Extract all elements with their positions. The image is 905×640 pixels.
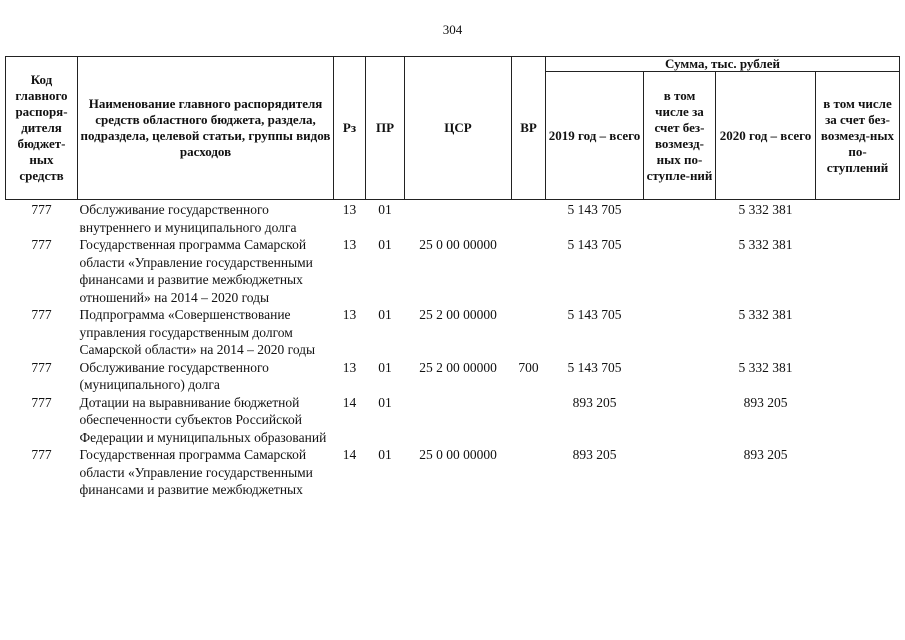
cell-2020-total: 5 332 381 — [738, 202, 793, 217]
cell-vr: 700 — [518, 359, 539, 375]
table-body — [6, 200, 900, 499]
cell-code: 777 — [31, 307, 52, 322]
header-vr: ВР — [512, 57, 546, 200]
header-2019-total: 2019 год – всего — [546, 72, 644, 200]
cell-code: 777 — [31, 447, 52, 462]
cell-pr: 01 — [378, 447, 392, 462]
table-row — [6, 306, 900, 359]
header-2020-gratuitous: в том числе за счет без-возмезд-ных по-ступлений — [816, 72, 900, 200]
cell-name: Обслуживание государственного (муниципального) долга — [79, 359, 269, 392]
cell-pr: 01 — [378, 394, 392, 410]
cell-vr — [512, 394, 546, 447]
cell-2020-gratuitous — [816, 446, 900, 499]
cell-csr: 25 2 00 00000 — [419, 307, 497, 322]
cell-name: Государственная программа Самарской области «Управление государственными финансами и развитие межбюджетных отношений» на 2014 – 2020 годы — [79, 237, 313, 305]
cell-2020-total: 893 205 — [743, 394, 788, 410]
budget-table — [5, 56, 900, 499]
cell-2020-gratuitous — [816, 394, 900, 447]
header-2020-total: 2020 год – всего — [716, 72, 816, 200]
cell-rz: 13 — [342, 359, 357, 375]
cell-csr: 25 0 00 00000 — [419, 447, 497, 462]
cell-name: Обслуживание государственного внутреннего и муниципального долга — [79, 202, 297, 235]
cell-rz: 13 — [342, 307, 357, 322]
cell-2020-gratuitous — [816, 306, 900, 359]
cell-name: Дотации на выравнивание бюджетной обеспеченности субъектов Российской Федерации и муниципальных образований — [79, 394, 327, 445]
cell-vr — [512, 446, 546, 499]
header-sum-title: Сумма, тыс. рублей — [546, 57, 900, 72]
table-row — [6, 394, 900, 447]
table-row — [6, 236, 900, 306]
header-code: Код главного распоря-дителя бюджет-ных средств — [6, 57, 78, 200]
cell-rz: 13 — [342, 237, 357, 252]
cell-2020-gratuitous — [816, 236, 900, 306]
cell-2019-total: 893 205 — [572, 394, 617, 410]
cell-2019-total: 5 143 705 — [567, 202, 622, 217]
header-pr: ПР — [366, 57, 405, 200]
cell-2019-total: 5 143 705 — [567, 237, 622, 252]
cell-name: Государственная программа Самарской области «Управление государственными финансами и развитие межбюджетных — [79, 447, 313, 497]
cell-name: Подпрограмма «Совершенствование управления государственным долгом Самарской области» на 2014 – 2020 годы — [79, 307, 316, 357]
cell-2020-total: 5 332 381 — [738, 307, 793, 322]
header-csr: ЦСР — [405, 57, 512, 200]
cell-2020-total: 5 332 381 — [738, 237, 793, 252]
header-rz: Рз — [334, 57, 366, 200]
cell-2019-total: 5 143 705 — [567, 307, 622, 322]
header-2019-gratuitous: в том числе за счет без-возмезд-ных по-ступле-ний — [644, 72, 716, 200]
cell-2020-total: 893 205 — [743, 447, 788, 462]
cell-2019-gratuitous — [644, 446, 716, 499]
cell-code: 777 — [31, 359, 52, 375]
cell-2020-total: 5 332 381 — [738, 359, 793, 375]
cell-rz: 14 — [342, 447, 357, 462]
cell-2019-gratuitous — [644, 394, 716, 447]
cell-rz: 14 — [342, 394, 357, 410]
header-name: Наименование главного распорядителя средств областного бюджета, раздела, подраздела, целевой статьи, группы видов расходов — [78, 57, 334, 200]
table-row — [6, 200, 900, 237]
cell-2020-gratuitous — [816, 200, 900, 237]
cell-2020-gratuitous — [816, 359, 900, 394]
page-number: 304 — [442, 22, 463, 37]
cell-vr — [512, 306, 546, 359]
cell-2019-total: 893 205 — [572, 447, 617, 462]
table-header — [6, 57, 900, 200]
cell-csr — [405, 394, 512, 447]
cell-2019-gratuitous — [644, 200, 716, 237]
cell-pr: 01 — [378, 307, 392, 322]
cell-csr — [405, 200, 512, 237]
cell-2019-total: 5 143 705 — [567, 359, 622, 375]
table-row — [6, 446, 900, 499]
cell-code: 777 — [31, 394, 52, 410]
table-row — [6, 359, 900, 394]
cell-rz: 13 — [342, 202, 357, 217]
cell-pr: 01 — [378, 202, 392, 217]
cell-pr: 01 — [378, 237, 392, 252]
cell-code: 777 — [31, 237, 52, 252]
cell-2019-gratuitous — [644, 359, 716, 394]
cell-vr — [512, 200, 546, 237]
cell-2019-gratuitous — [644, 236, 716, 306]
cell-csr: 25 0 00 00000 — [419, 237, 497, 252]
cell-code: 777 — [31, 202, 52, 217]
cell-vr — [512, 236, 546, 306]
cell-pr: 01 — [378, 359, 392, 375]
cell-2019-gratuitous — [644, 306, 716, 359]
cell-csr: 25 2 00 00000 — [419, 359, 497, 375]
